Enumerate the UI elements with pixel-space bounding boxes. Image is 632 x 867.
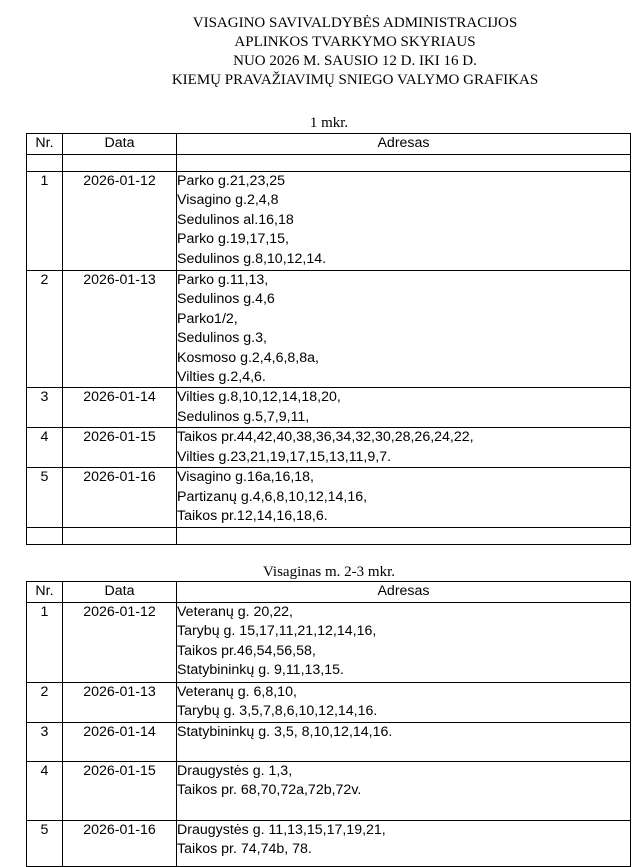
row-addresses xyxy=(177,683,631,723)
address-line: Sedulinos g.4,6 xyxy=(177,291,275,308)
address-line: Sedulinos g.3, xyxy=(177,330,267,347)
row-number: 5 xyxy=(27,468,63,528)
table-row xyxy=(27,722,631,761)
table-row xyxy=(27,388,631,428)
column-header-nr: Nr. xyxy=(27,134,63,155)
address-line: Vilties g.2,4,6. xyxy=(177,368,266,385)
row-addresses xyxy=(177,603,631,683)
address-line: Statybininkų g. 3,5, 8,10,12,14,16. xyxy=(177,723,393,740)
header-line-3: NUO 2026 M. SAUSIO 12 D. IKI 16 D. xyxy=(233,53,477,69)
address-line: Draugystės g. 1,3, xyxy=(177,762,293,779)
address-line: Taikos pr.46,54,56,58, xyxy=(177,642,316,659)
address-line: Taikos pr.12,14,16,18,6. xyxy=(177,508,328,525)
table-row-empty xyxy=(27,155,631,172)
address-line: Sedulinos g.5,7,9,11, xyxy=(177,408,310,425)
address-line: Taikos pr. 68,70,72a,72b,72v. xyxy=(177,782,362,799)
address-line: Parko g.11,13, xyxy=(177,272,269,288)
column-header-date: Data xyxy=(63,134,177,155)
table-row xyxy=(27,271,631,388)
row-number: 1 xyxy=(27,603,63,683)
row-date: 2026-01-15 xyxy=(63,761,177,820)
address-line: Sedulinos al.16,18 xyxy=(177,211,294,228)
row-addresses xyxy=(177,761,631,820)
row-number: 2 xyxy=(27,683,63,723)
row-number: 5 xyxy=(27,820,63,866)
row-number: 1 xyxy=(27,172,63,271)
row-date: 2026-01-16 xyxy=(63,820,177,866)
table-row xyxy=(27,820,631,866)
row-number: 4 xyxy=(27,761,63,820)
table-row xyxy=(27,428,631,468)
row-addresses xyxy=(177,468,631,528)
table-row xyxy=(27,683,631,723)
column-header-address: Adresas xyxy=(177,134,631,155)
row-number: 4 xyxy=(27,428,63,468)
row-date: 2026-01-12 xyxy=(63,172,177,271)
row-addresses xyxy=(177,428,631,468)
header-line-2: APLINKOS TVARKYMO SKYRIAUS xyxy=(234,34,476,50)
address-line: Statybininkų g. 9,11,13,15. xyxy=(177,662,344,679)
address-line: Vilties g.23,21,19,17,15,13,11,9,7. xyxy=(177,448,392,465)
address-line: Tarybų g. 3,5,7,8,6,10,12,14,16. xyxy=(177,703,378,720)
row-number: 2 xyxy=(27,271,63,388)
address-line: Sedulinos g.8,10,12,14. xyxy=(177,250,327,267)
address-line: Taikos pr. 74,74b, 78. xyxy=(177,841,312,858)
row-date: 2026-01-13 xyxy=(63,271,177,388)
address-line: Tarybų g. 15,17,11,21,12,14,16, xyxy=(177,623,377,640)
row-date: 2026-01-13 xyxy=(63,683,177,723)
address-line: Kosmoso g.2,4,6,8,8a, xyxy=(177,349,319,366)
address-line: Partizanų g.4,6,8,10,12,14,16, xyxy=(177,488,368,505)
section-title-2-3mkr: Visaginas m. 2-3 mkr. xyxy=(262,564,395,580)
table-row xyxy=(27,603,631,683)
table-row xyxy=(27,468,631,528)
address-line: Parko1/2, xyxy=(177,310,238,327)
section-title-1mkr: 1 mkr. xyxy=(309,115,349,131)
address-line: Taikos pr.44,42,40,38,36,34,32,30,28,26,24,22, xyxy=(177,429,474,446)
address-line: Draugystės g. 11,13,15,17,19,21, xyxy=(177,821,386,838)
address-line: Parko g.19,17,15, xyxy=(177,231,290,248)
table-row xyxy=(27,761,631,820)
address-line: Veteranų g. 6,8,10, xyxy=(177,684,297,700)
row-date: 2026-01-14 xyxy=(63,722,177,761)
row-addresses xyxy=(177,722,631,761)
row-date: 2026-01-16 xyxy=(63,468,177,528)
row-addresses xyxy=(177,271,631,388)
row-addresses xyxy=(177,388,631,428)
schedule-table-1mkr xyxy=(26,133,631,545)
address-line: Visagino g.2,4,8 xyxy=(177,192,279,209)
row-number: 3 xyxy=(27,722,63,761)
row-number: 3 xyxy=(27,388,63,428)
header-line-1: VISAGINO SAVIVALDYBĖS ADMINISTRACIJOS xyxy=(192,15,518,31)
column-header-date: Data xyxy=(63,582,177,603)
row-addresses xyxy=(177,172,631,271)
table-header-row xyxy=(27,582,631,603)
table-row xyxy=(27,172,631,271)
column-header-address: Adresas xyxy=(177,582,631,603)
address-line: Veteranų g. 20,22, xyxy=(177,604,293,620)
document-header xyxy=(0,14,632,90)
table-header-row xyxy=(27,134,631,155)
schedule-table-2-3mkr xyxy=(26,581,631,867)
row-date: 2026-01-14 xyxy=(63,388,177,428)
header-line-4: KIEMŲ PRAVAŽIAVIMŲ SNIEGO VALYMO GRAFIKAS xyxy=(171,72,539,88)
row-date: 2026-01-15 xyxy=(63,428,177,468)
row-addresses xyxy=(177,820,631,866)
address-line: Vilties g.8,10,12,14,18,20, xyxy=(177,389,341,406)
address-line: Parko g.21,23,25 xyxy=(177,173,286,189)
column-header-nr: Nr. xyxy=(27,582,63,603)
table-row-empty xyxy=(27,528,631,545)
row-date: 2026-01-12 xyxy=(63,603,177,683)
address-line: Visagino g.16a,16,18, xyxy=(177,469,314,486)
